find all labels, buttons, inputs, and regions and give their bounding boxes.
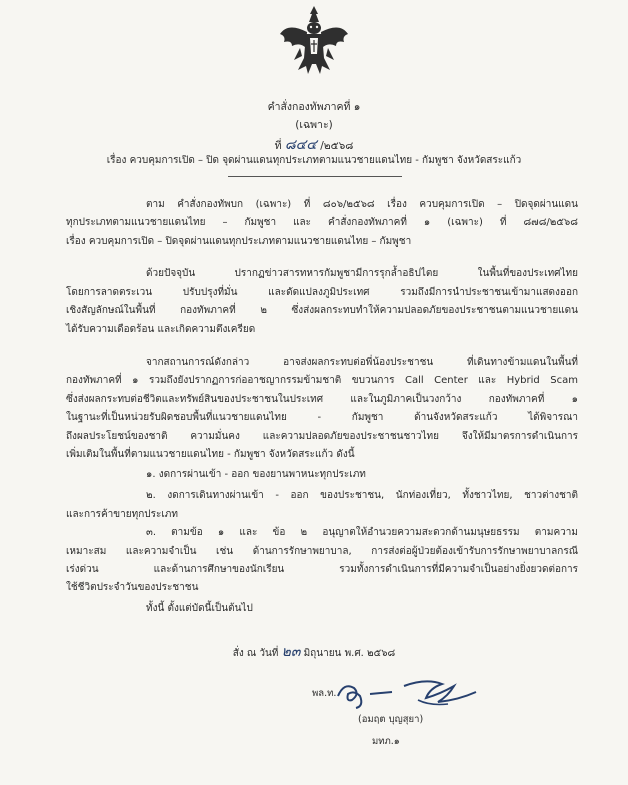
paragraph-line: เพิ่มเติมในพื้นที่ตามแนวชายแดนไทย - กัมพูชา จังหวัดสระแก้ว ดังนี้ — [66, 449, 355, 460]
paragraph-line: ตาม คำสั่งกองทัพบก (เฉพาะ) ที่ ๘๐๖/๒๕๖๘ เรื่อง ควบคุมการเปิด – ปิดจุดผ่านแดน — [146, 199, 578, 210]
order-date — [0, 641, 628, 663]
paragraph-line: ทุกประเภทตามแนวชายแดนไทย – กัมพูชา และ คำสั่งกองทัพภาคที่ ๑ (เฉพาะ) ที่ ๘๗๘/๒๕๖๘ — [66, 217, 578, 228]
paragraph-line: ถึงผลประโยชน์ของชาติ ความมั่นคง และความปลอดภัยของประชาชนชาวไทย จึงให้มีมาตรการดำเนินการ — [66, 431, 578, 442]
paragraph-line: ด้วยปัจจุบัน ปรากฏข่าวสารทหารกัมพูชามีการรุกล้ำอธิปไตย ในพื้นที่ของประเทศไทย — [146, 268, 578, 279]
measure-item-3-cont: เร่งด่วน และด้านการศึกษาของนักเรียน รวมทั้งการดำเนินการที่มีความจำเป็นอย่างยิ่งยวดต่อการ — [66, 564, 578, 575]
effective-clause: ทั้งนี้ ตั้งแต่บัดนี้เป็นต้นไป — [146, 603, 253, 614]
order-number-suffix: /๒๕๖๘ — [320, 140, 354, 152]
signatory-name: (อมฤต บุญสุยา) — [358, 714, 424, 725]
measure-item-1: ๑. งดการผ่านเข้า - ออก ของยานพาหนะทุกประเภท — [146, 469, 366, 480]
order-month-year: มิถุนายน พ.ศ. ๒๕๖๘ — [303, 648, 396, 659]
paragraph-line: จากสถานการณ์ดังกล่าว อาจส่งผลกระทบต่อพี่น้องประชาชน ที่เดินทางข้ามแดนในพื้นที่ — [146, 357, 578, 368]
measure-item-3-cont: เหมาะสม และความจำเป็น เช่น ด้านการรักษาพยาบาล, การส่งต่อผู้ป่วยต้องเข้ารับการรักษาพยาบาลกรณี — [66, 546, 578, 557]
signatory-position: มทภ.๑ — [372, 736, 400, 747]
measure-item-3-cont: ใช้ชีวิตประจำวันของประชาชน — [66, 582, 199, 593]
measure-item-3: ๓. ตามข้อ ๑ และ ข้อ ๒ อนุญาตให้อำนวยความสะดวกด้านมนุษยธรรม ตามความ — [146, 527, 578, 538]
order-number-prefix: ที่ — [274, 140, 282, 152]
paragraph-line: ซึ่งส่งผลกระทบต่อชีวิตและทรัพย์สินของประชาชนในประเทศ และในภูมิภาคเป็นวงกว้าง กองทัพภาคที่ ๑ — [66, 394, 578, 405]
measure-item-2: ๒. งดการเดินทางผ่านเข้า - ออก ของประชาชน, นักท่องเที่ยว, ทั้งชาวไทย, ชาวต่างชาติ — [146, 490, 578, 501]
signature-image — [330, 672, 490, 712]
paragraph-line: กองทัพภาคที่ ๑ รวมถึงยังปรากฏการก่ออาชญากรรมข้ามชาติ ขบวนการ Call Center และ Hybrid Scam — [66, 375, 578, 386]
paragraph-line: โดยการลาดตระเวน ปรับปรุงที่มั่น และดัดแปลงภูมิประเทศ รวมถึงมีการนำประชาชนเข้ามาแสดงออก — [66, 287, 578, 298]
order-subject: เรื่อง ควบคุมการเปิด – ปิด จุดผ่านแดนทุกประเภทตามแนวชายแดนไทย - กัมพูชา จังหวัดสระแก้ว — [106, 155, 522, 166]
order-number-handwritten: ๘๔๔ — [284, 137, 317, 153]
paragraph-line: เรื่อง ควบคุมการเปิด – ปิดจุดผ่านแดนทุกประเภทตามแนวชายแดนไทย – กัมพูชา — [66, 236, 412, 247]
order-date-label: สั่ง ณ วันที่ — [232, 648, 279, 659]
paragraph-line: เชิงสัญลักษณ์ในพื้นที่ กองทัพภาคที่ ๒ ซึ่งส่งผลกระทบทำให้ความปลอดภัยของประชาชนตามแนวชายแดน — [66, 305, 578, 316]
paragraph-line: ได้รับความเดือดร้อน และเกิดความตึงเครียด — [66, 324, 256, 335]
header-divider — [228, 176, 402, 177]
measure-item-2-cont: และการค้าขายทุกประเภท — [66, 509, 178, 520]
garuda-emblem-icon — [278, 4, 350, 78]
paragraph-line: ในฐานะที่เป็นหน่วยรับผิดชอบพื้นที่แนวชายแดนไทย - กัมพูชา ด้านจังหวัดสระแก้ว ได้พิจารณา — [66, 412, 578, 423]
order-day-handwritten: ๒๓ — [281, 644, 301, 660]
signatory-rank: พล.ท. — [312, 688, 337, 699]
order-title: คำสั่งกองทัพภาคที่ ๑ — [267, 101, 361, 113]
order-classification: (เฉพาะ) — [295, 119, 333, 131]
